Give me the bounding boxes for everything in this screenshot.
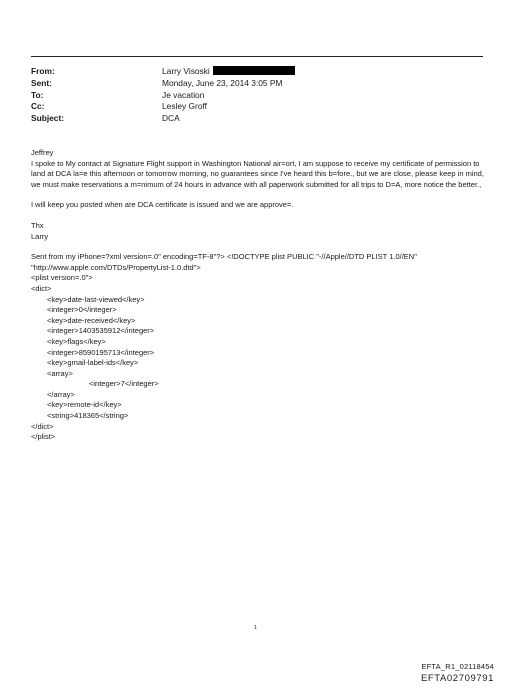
bates-number-1: EFTA_R1_02118454 [421,662,494,671]
xml-line: <integer>8590195713</integer> [47,347,155,357]
xml-line: <array> [47,368,73,378]
email-header [31,66,451,125]
paragraph-2: I will keep you posted when are DCA certificate is issued and we are approve=. [31,200,294,210]
spacer [31,211,486,221]
bates-number-2: EFTA02709791 [420,673,494,684]
sent-row [31,78,451,90]
email-body [31,148,486,443]
xml-line: </array> [47,389,75,399]
xml-line: <plist version=.0"> [31,273,93,283]
cc-row [31,101,451,113]
sent-value: Monday, June 23, 2014 3:05 PM [162,77,283,88]
cc-value: Lesley Groff [162,101,207,112]
subject-value: DCA [162,113,180,124]
subject-row [31,113,451,125]
xml-line: <string>418365</string> [47,411,129,421]
xml-line: <integer>1403535912</integer> [47,326,155,336]
spacer [31,242,486,252]
xml-line: <key>gmail-label-ids</key> [47,358,139,368]
spacer [31,190,486,200]
sent-from-line: Sent from my iPhone=?xml version=.0" encoding=TF-8"?> <!DOCTYPE plist PUBLIC "-//Apple//DTD PLIST 1.0//EN" "http://www.apple.com/DTDs/PropertyList-1.0.dtd"> [31,252,419,272]
subject-label: Subject: [31,113,65,124]
greeting: Jeffrey [31,148,54,157]
xml-line: <key>flags</key> [47,336,106,346]
xml-line: <dict> [31,283,52,293]
xml-line: <integer>7</integer> [89,379,159,389]
redaction-block [213,66,295,75]
from-row [31,66,451,78]
to-label: To: [31,89,44,100]
to-value: Je vacation [162,89,205,100]
signoff-thx: Thx [31,220,44,230]
from-label: From: [31,66,55,76]
xml-line: <key>date-last-viewed</key> [47,294,145,304]
xml-line: </dict> [31,421,54,431]
signoff-name: Larry [31,231,49,241]
cc-label: Cc: [31,101,45,112]
xml-line: <integer>0</integer> [47,305,117,315]
from-name: Larry Visoski [162,66,210,76]
header-rule [31,56,483,57]
xml-line: </plist> [31,432,56,442]
sent-label: Sent: [31,77,52,88]
to-row [31,90,451,102]
from-value [162,66,295,78]
page-number: 1 [254,625,258,631]
paragraph-1: I spoke to My contact at Signature Flight support in Washington National air=ort, I am suppose to receive my certificate of permission to land at DCA la=e this afternoon or tomorrow morning, no guarantees since I've heard this b=fore., but we are close, please keep in mind, we must make reservations a m=nimum of 24 hours in advance with all paperwork submitted for all trips to D=A, more notice the better., [31,158,487,189]
xml-block [31,273,486,443]
xml-line: <key>date-received</key> [47,315,136,325]
xml-line: <key>remote-id</key> [47,400,122,410]
